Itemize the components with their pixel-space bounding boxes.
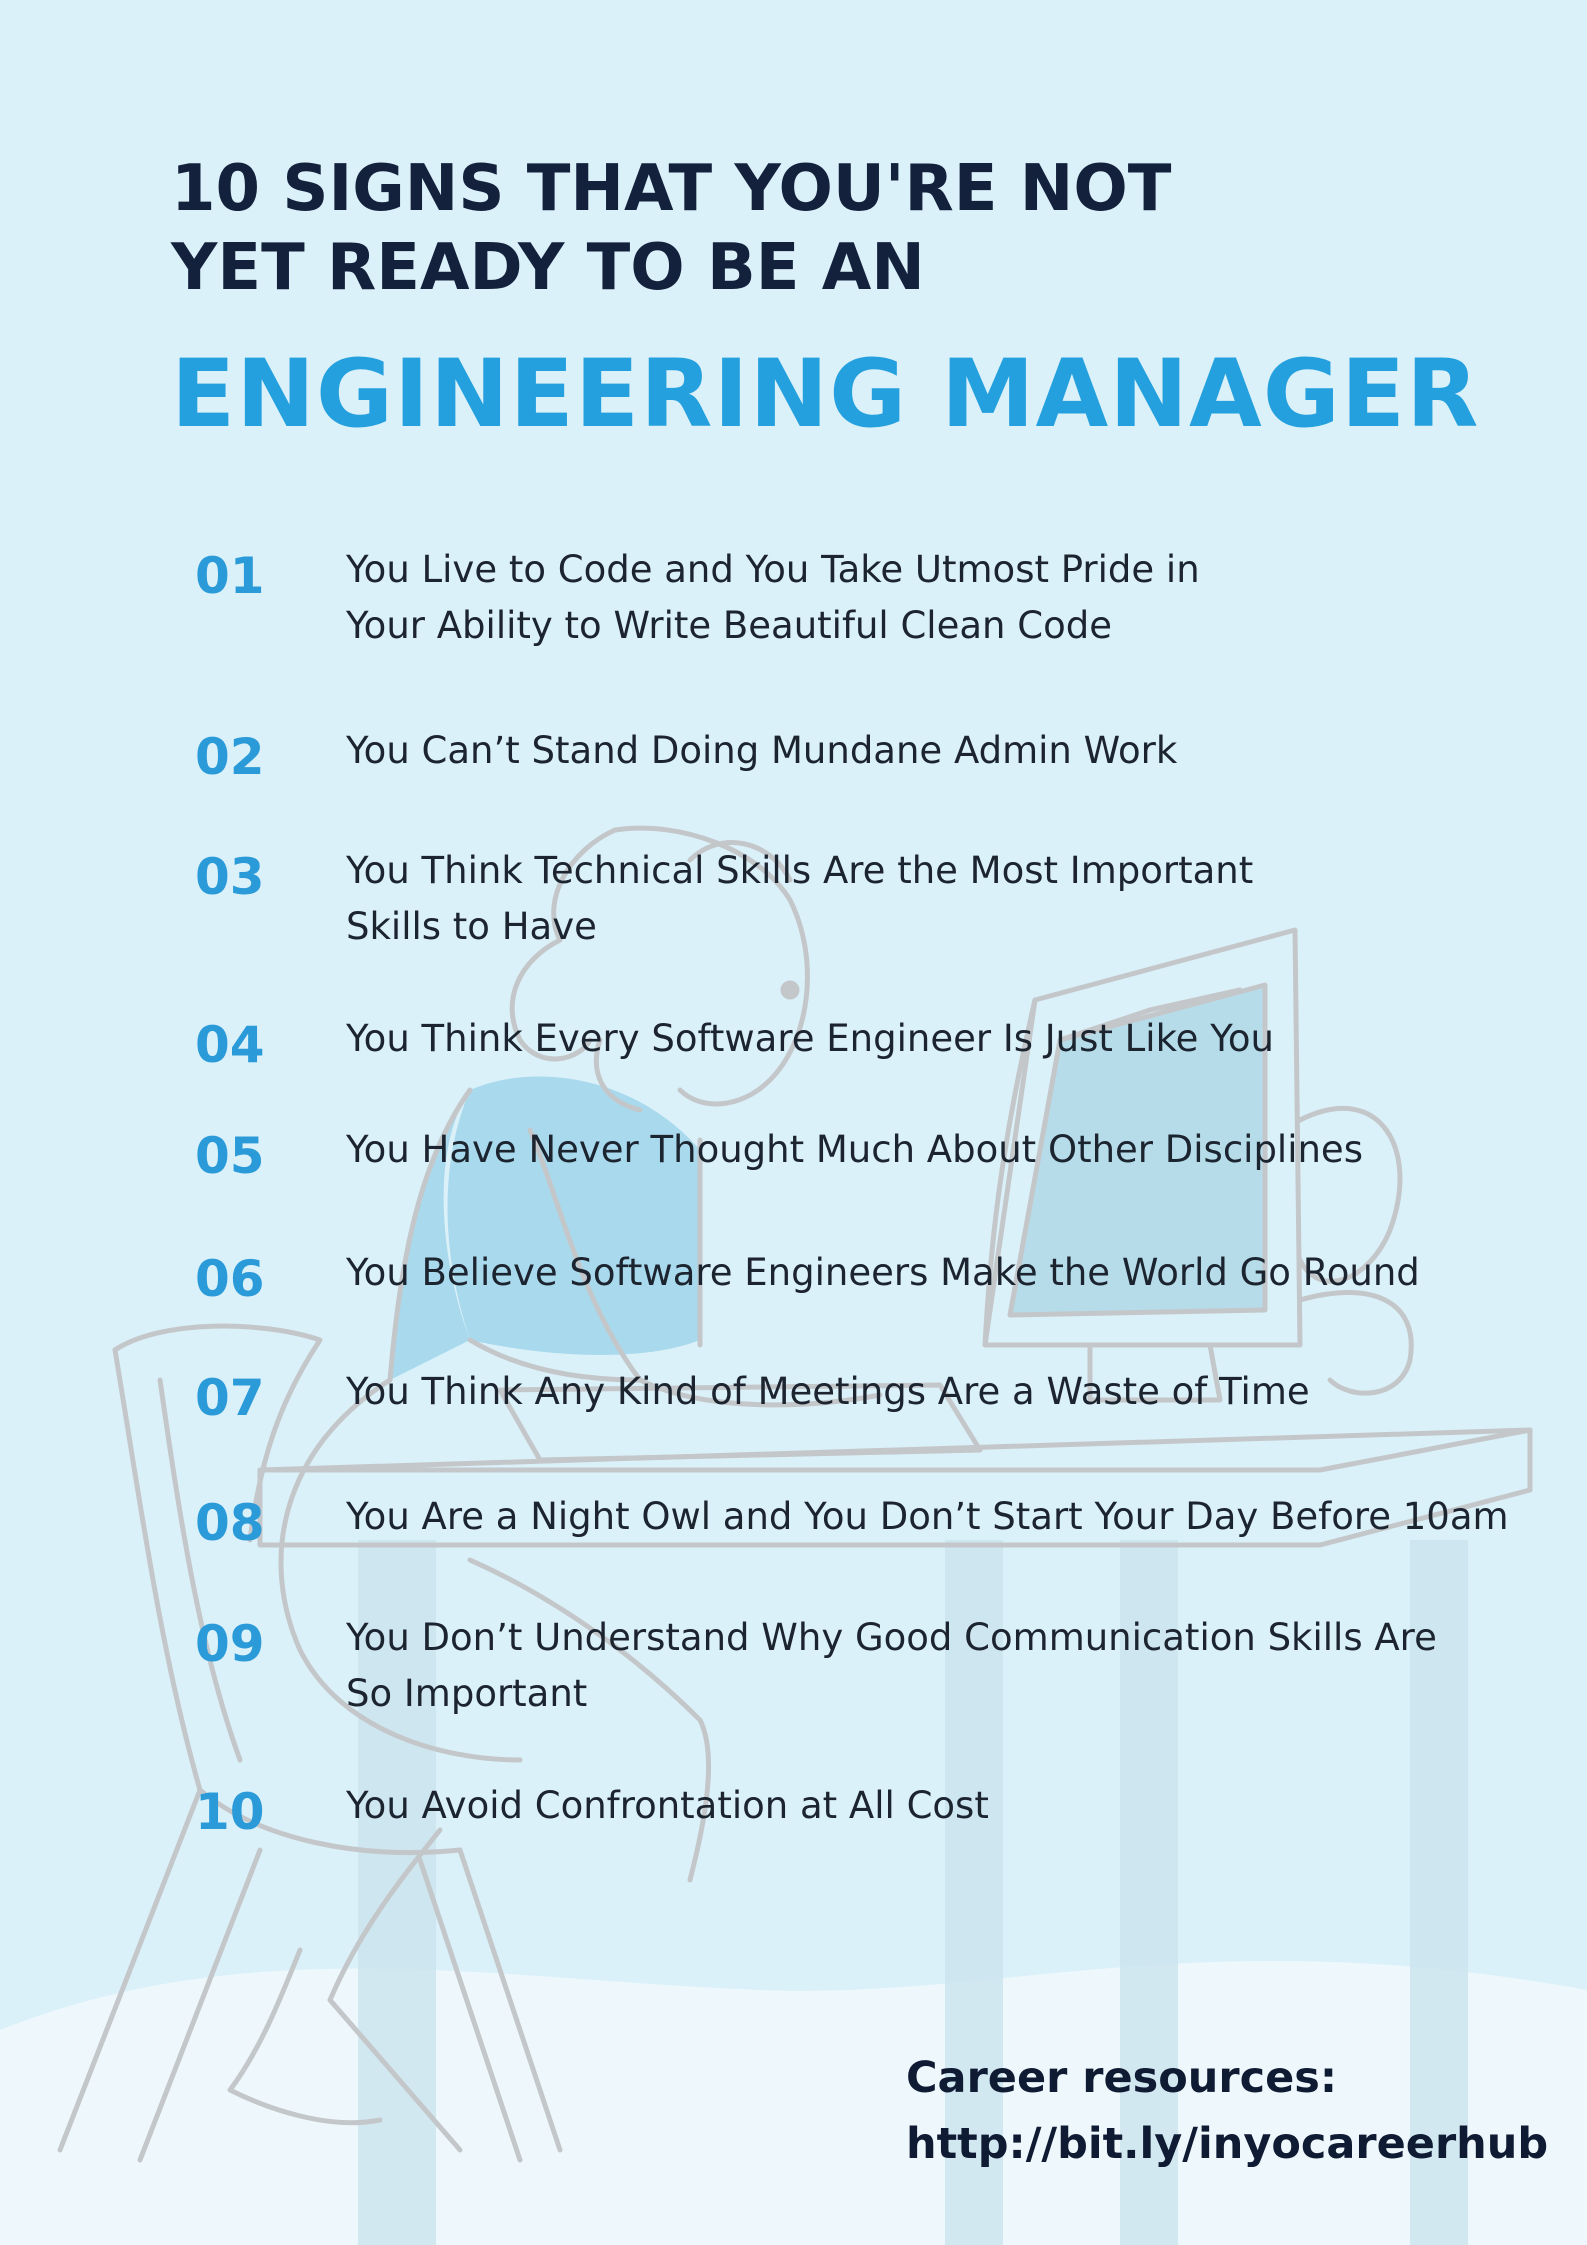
list-item bbox=[195, 1489, 1545, 1551]
sign-text-line: You Think Any Kind of Meetings Are a Waste of Time bbox=[346, 1370, 1310, 1413]
sign-number: 09 bbox=[195, 1615, 265, 1673]
sign-text bbox=[346, 1011, 1274, 1067]
list-item bbox=[195, 1122, 1545, 1184]
sign-number: 10 bbox=[195, 1783, 265, 1841]
title-highlight: ENGINEERING MANAGER bbox=[171, 340, 1480, 449]
sign-text-line: You Don’t Understand Why Good Communication Skills Are bbox=[346, 1616, 1437, 1659]
list-item bbox=[195, 1364, 1545, 1426]
footer-resources bbox=[906, 2045, 1548, 2177]
list-item bbox=[195, 843, 1545, 955]
sign-number: 08 bbox=[195, 1494, 265, 1552]
sign-text bbox=[346, 1364, 1310, 1420]
sign-text-line: You Think Every Software Engineer Is Just Like You bbox=[346, 1017, 1274, 1060]
sign-text-line: You Can’t Stand Doing Mundane Admin Work bbox=[346, 729, 1178, 772]
sign-text bbox=[346, 1610, 1437, 1722]
sign-number: 01 bbox=[195, 547, 265, 605]
list-item bbox=[195, 1245, 1545, 1307]
sign-text bbox=[346, 1245, 1420, 1301]
list-item bbox=[195, 542, 1545, 654]
sign-text-line: So Important bbox=[346, 1672, 588, 1715]
sign-number: 07 bbox=[195, 1369, 265, 1427]
sign-text bbox=[346, 1489, 1509, 1545]
sign-number: 06 bbox=[195, 1250, 265, 1308]
sign-text bbox=[346, 843, 1253, 955]
list-item bbox=[195, 1610, 1545, 1722]
list-item bbox=[195, 723, 1545, 785]
sign-text-line: You Avoid Confrontation at All Cost bbox=[346, 1784, 989, 1827]
sign-number: 02 bbox=[195, 728, 265, 786]
sign-number: 04 bbox=[195, 1016, 265, 1074]
sign-text-line: You Live to Code and You Take Utmost Pride in bbox=[346, 548, 1200, 591]
sign-text-line: You Believe Software Engineers Make the World Go Round bbox=[346, 1251, 1420, 1294]
sign-text-line: You Are a Night Owl and You Don’t Start Your Day Before 10am bbox=[346, 1495, 1509, 1538]
sign-text-line: Skills to Have bbox=[346, 905, 597, 948]
sign-text-line: You Think Technical Skills Are the Most Important bbox=[346, 849, 1254, 892]
list-item bbox=[195, 1778, 1545, 1840]
sign-text-line: You Have Never Thought Much About Other Disciplines bbox=[346, 1128, 1363, 1171]
sign-text bbox=[346, 1122, 1363, 1178]
title-line-2: YET READY TO BE AN bbox=[171, 231, 925, 305]
title-line-1: 10 SIGNS THAT YOU'RE NOT bbox=[171, 152, 1172, 226]
sign-number: 03 bbox=[195, 848, 265, 906]
list-item bbox=[195, 1011, 1545, 1073]
sign-text bbox=[346, 723, 1177, 779]
footer-link[interactable]: http://bit.ly/inyocareerhub bbox=[906, 2119, 1549, 2169]
sign-text bbox=[346, 542, 1200, 654]
sign-text-line: Your Ability to Write Beautiful Clean Code bbox=[346, 604, 1112, 647]
footer-label: Career resources: bbox=[906, 2053, 1338, 2103]
sign-text bbox=[346, 1778, 989, 1834]
sign-number: 05 bbox=[195, 1127, 265, 1185]
